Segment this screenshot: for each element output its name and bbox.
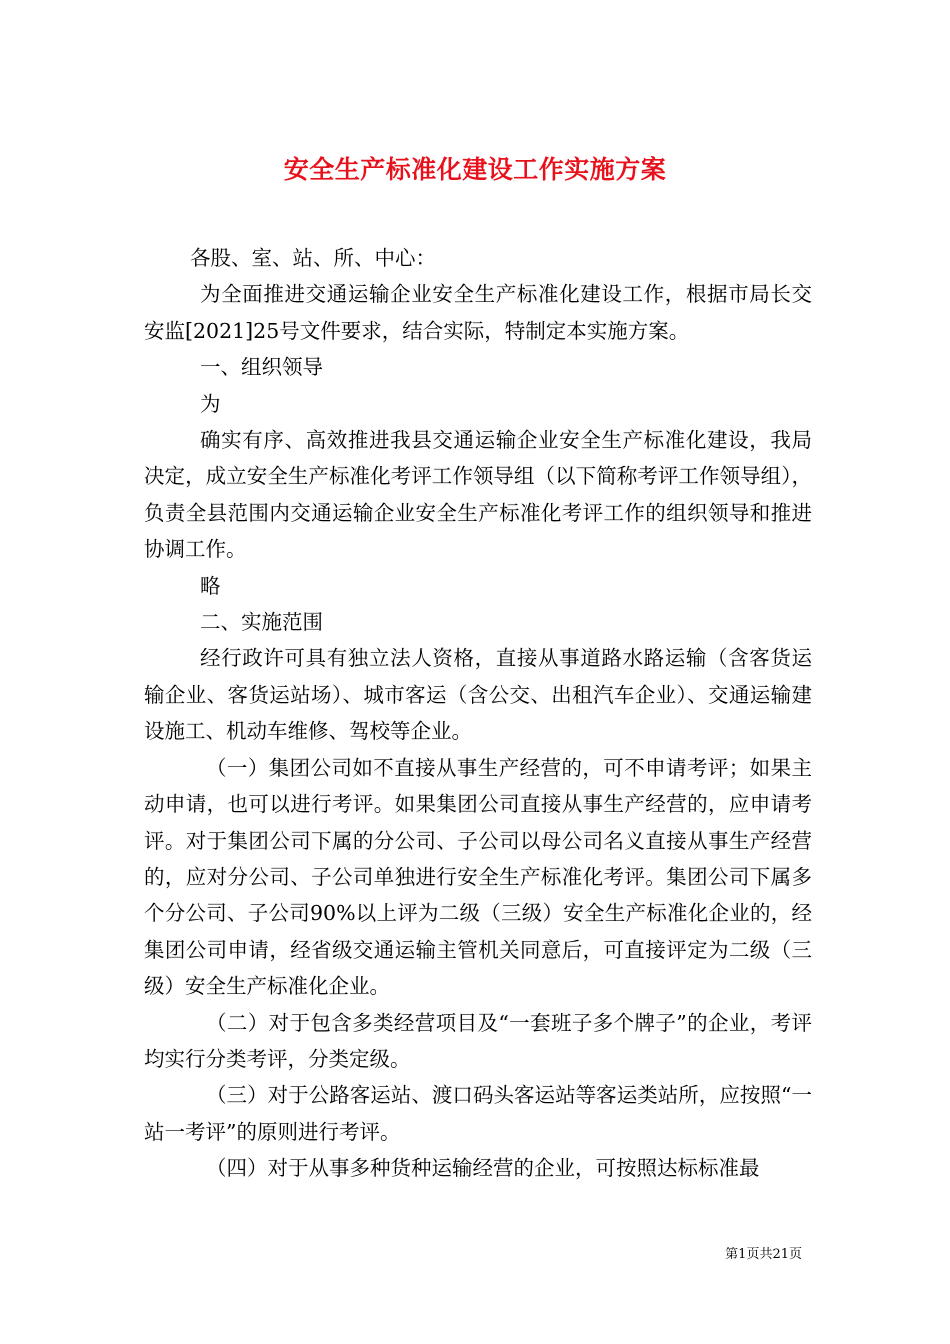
salutation: 各股、室、站、所、中心：	[190, 246, 436, 270]
organization-paragraph: 确实有序、高效推进我县交通运输企业安全生产标准化建设，我局决定，成立安全生产标准化考评工作领导组（以下简称考评工作领导组），负责全县范围内交通运输企业安全生产标准化考评工作的组织领导和推进协调工作。	[144, 428, 812, 562]
scope-item-3: （三）对于公路客运站、渡口码头客运站等客运类站所，应按照“一站一考评”的原则进行考评。	[144, 1083, 812, 1144]
page-number: 第1页共21页	[725, 1247, 802, 1262]
section-heading-organization: 一、组织领导	[200, 355, 323, 380]
fragment-paragraph: 为	[200, 391, 221, 416]
scope-paragraph: 经行政许可具有独立法人资格，直接从事道路水路运输（含客货运输企业、客货运站场）、城市客运（含公交、出租汽车企业）、交通运输建设施工、机动车维修、驾校等企业。	[144, 646, 812, 744]
document-title: 安全生产标准化建设工作实施方案	[283, 154, 667, 184]
section-heading-scope: 二、实施范围	[200, 610, 323, 635]
scope-item-2: （二）对于包含多类经营项目及“一套班子多个牌子”的企业，考评均实行分类考评，分类定级。	[144, 1010, 812, 1071]
intro-paragraph: 为全面推进交通运输企业安全生产标准化建设工作，根据市局长交安监[2021]25号文件要求，结合实际，特制定本实施方案。	[144, 282, 812, 343]
omitted-paragraph: 略	[200, 573, 221, 598]
scope-item-4: （四）对于从事多种货种运输经营的企业，可按照达标标准最	[206, 1156, 760, 1181]
document-body	[144, 240, 812, 1187]
scope-item-1: （一）集团公司如不直接从事生产经营的，可不申请考评；如果主动申请，也可以进行考评。如果集团公司直接从事生产经营的，应申请考评。对于集团公司下属的分公司、子公司以母公司名义直接从事生产经营的，应对分公司、子公司单独进行安全生产标准化考评。集团公司下属多个分公司、子公司90%以上评为二级（三级）安全生产标准化企业的，经集团公司申请，经省级交通运输主管机关同意后，可直接评定为二级（三级）安全生产标准化企业。	[144, 755, 812, 999]
